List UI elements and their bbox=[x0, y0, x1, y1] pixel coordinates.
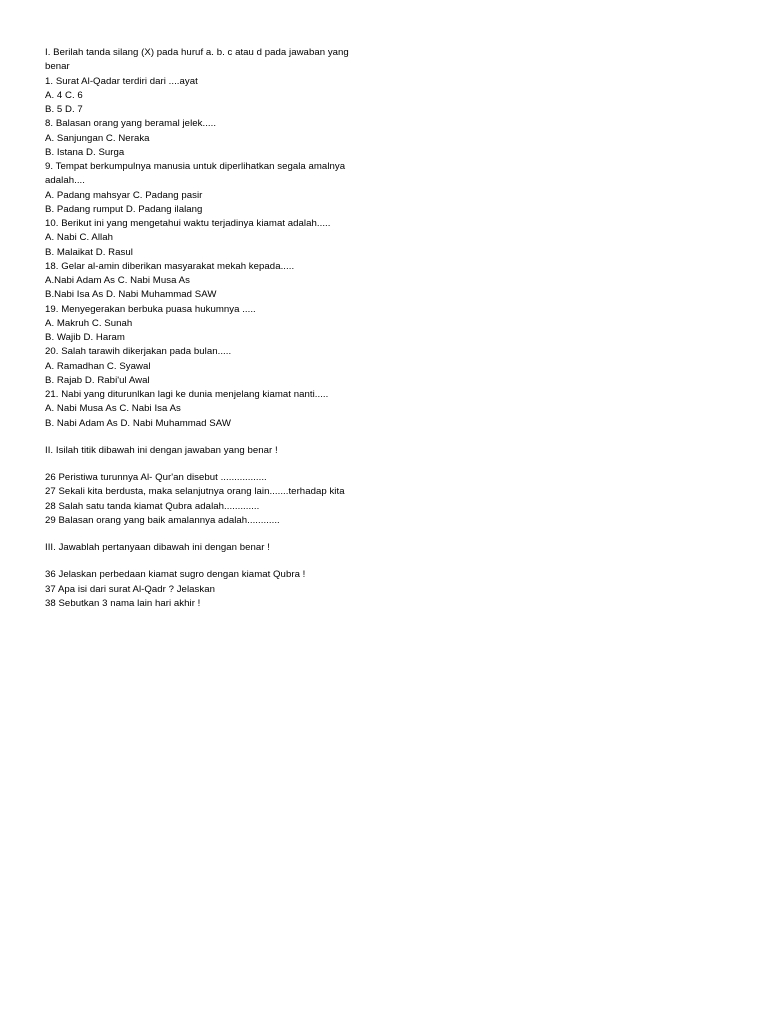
option-line: B. Istana D. Surga bbox=[45, 146, 125, 158]
option-line: B. Rajab D. Rabi'ul Awal bbox=[45, 374, 150, 386]
question-line: 21. Nabi yang diturunlkan lagi ke dunia menjelang kiamat nanti..... bbox=[45, 389, 329, 400]
fill-in-question: 29 Balasan orang yang baik amalannya adalah............ bbox=[45, 514, 280, 526]
section-2-instruction: II. Isilah titik dibawah ini dengan jawaban yang benar ! bbox=[45, 444, 278, 456]
question-line: 19. Menyegerakan berbuka puasa hukumnya ..... bbox=[45, 303, 256, 315]
question-line: 20. Salah tarawih dikerjakan pada bulan..... bbox=[45, 346, 232, 358]
option-line: B. Malaikat D. Rasul bbox=[45, 246, 133, 258]
question-line: 8. Balasan orang yang beramal jelek..... bbox=[45, 118, 217, 130]
section-3 bbox=[45, 541, 768, 611]
option-line: A. Nabi C. Allah bbox=[45, 232, 113, 244]
section-gap bbox=[45, 555, 768, 568]
section-1-instruction-line-2: benar bbox=[45, 61, 70, 73]
question-line: 9. Tempat berkumpulnya manusia untuk diperlihatkan segala amalnya bbox=[45, 161, 346, 172]
option-line: B.Nabi Isa As D. Nabi Muhammad SAW bbox=[45, 289, 217, 301]
option-line: A. Makruh C. Sunah bbox=[45, 317, 133, 329]
essay-question: 37 Apa isi dari surat Al-Qadr ? Jelaskan bbox=[45, 583, 215, 595]
section-gap bbox=[45, 431, 768, 444]
section-gap bbox=[45, 458, 768, 471]
option-line: B. 5 D. 7 bbox=[45, 104, 83, 115]
section-3-instruction: III. Jawablah pertanyaan dibawah ini dengan benar ! bbox=[45, 542, 270, 553]
option-line: B. Padang rumput D. Padang ilalang bbox=[45, 203, 203, 215]
fill-in-question: 26 Peristiwa turunnya Al- Qur'an disebut ................. bbox=[45, 472, 267, 483]
section-2 bbox=[45, 444, 768, 528]
question-line: 10. Berikut ini yang mengetahui waktu terjadinya kiamat adalah..... bbox=[45, 218, 331, 229]
section-1 bbox=[45, 46, 768, 431]
question-line: adalah.... bbox=[45, 175, 85, 187]
option-line: A. Nabi Musa As C. Nabi Isa As bbox=[45, 403, 181, 415]
section-1-instruction-line-1: I. Berilah tanda silang (X) pada huruf a. b. c atau d pada jawaban yang bbox=[45, 47, 349, 58]
section-gap bbox=[45, 528, 768, 541]
fill-in-question: 28 Salah satu tanda kiamat Qubra adalah............. bbox=[45, 500, 260, 512]
option-line: A. Ramadhan C. Syawal bbox=[45, 360, 151, 372]
option-line: B. Nabi Adam As D. Nabi Muhammad SAW bbox=[45, 417, 231, 429]
option-line: B. Wajib D. Haram bbox=[45, 332, 125, 343]
fill-in-question: 27 Sekali kita berdusta, maka selanjutnya orang lain.......terhadap kita bbox=[45, 486, 345, 498]
option-line: A. Sanjungan C. Neraka bbox=[45, 132, 150, 144]
question-line: 18. Gelar al-amin diberikan masyarakat mekah kepada..... bbox=[45, 260, 295, 272]
question-line: 1. Surat Al-Qadar terdiri dari ....ayat bbox=[45, 75, 198, 87]
option-line: A. 4 C. 6 bbox=[45, 89, 83, 101]
option-line: A.Nabi Adam As C. Nabi Musa As bbox=[45, 275, 190, 286]
option-line: A. Padang mahsyar C. Padang pasir bbox=[45, 189, 203, 201]
essay-question: 36 Jelaskan perbedaan kiamat sugro dengan kiamat Qubra ! bbox=[45, 569, 306, 581]
essay-question: 38 Sebutkan 3 nama lain hari akhir ! bbox=[45, 597, 201, 609]
